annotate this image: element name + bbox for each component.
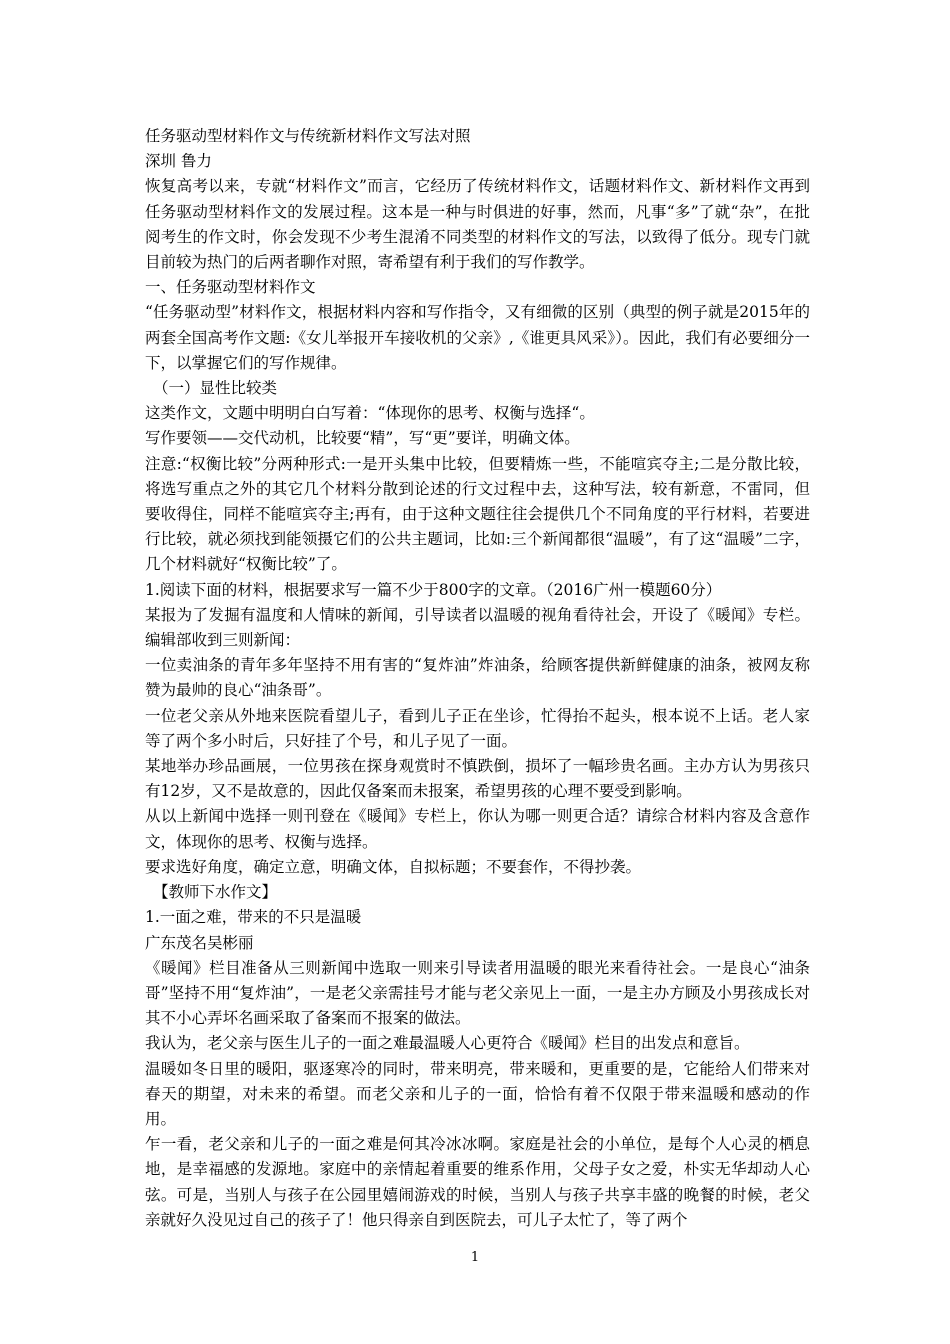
essay-title: 1.一面之难，带来的不只是温暖 [145, 908, 362, 927]
exercise-prompt: 1.阅读下面的材料，根据要求写一篇不少于800字的文章。（2016广州一模题60分） [145, 580, 722, 599]
paragraph: 这类作文，文题中明明白白写着：“体现你的思考、权衡与选择“。 [145, 404, 595, 423]
page-number: 1 [470, 1250, 480, 1265]
subsection-heading: （一）显性比较类 [153, 379, 278, 398]
paragraph: 从以上新闻中选择一则刊登在《暖闻》专栏上，你认为哪一则更合适？请综合材料内容及含意作文，体现你的思考、权衡与选择。 [145, 807, 810, 851]
paragraph: 温暖如冬日里的暖阳，驱逐寒冷的同时，带来明亮，带来暖和，更重要的是，它能给人们带来对春天的期望，对未来的希望。而老父亲和儿子的一面，恰恰有着不仅限于带来温暖和感动的作用。 [145, 1059, 810, 1128]
document-author: 深圳 鲁力 [145, 152, 212, 171]
paragraph: 某报为了发掘有温度和人情味的新闻，引导读者以温暖的视角看待社会，开设了《暖闻》专栏。编辑部收到三则新闻： [145, 605, 810, 650]
document-body [145, 124, 810, 1233]
news-item: 一位老父亲从外地来医院看望儿子，看到儿子正在坐诊，忙得抬不起头，根本说不上话。老人家等了两个多小时后，只好挂了个号，和儿子见了一面。 [145, 706, 810, 750]
paragraph: 我认为，老父亲与医生儿子的一面之难最温暖人心更符合《暖闻》栏目的出发点和意旨。 [145, 1034, 750, 1053]
essay-author: 广东茂名吴彬丽 [145, 933, 254, 952]
news-item: 一位卖油条的青年多年坚持不用有害的“复炸油”炸油条，给顾客提供新鲜健康的油条，被网友称赞为最帅的良心“油条哥”。 [145, 656, 810, 700]
paragraph: 注意:“权衡比较”分两种形式:一是开头集中比较，但要精炼一些，不能喧宾夺主;二是分散比较，将选写重点之外的其它几个材料分散到论述的行文过程中去，这种写法，较有新意，不雷同，但要收得住，同样不能喧宾夺主;再有，由于这种文题往往会提供几个不同角度的平行材料，若要进行比较，就必须找到能领摄它们的公共主题词，比如:三个新闻都很“温暖”，有了这“温暖”二字，几个材料就好“权衡比较”了。 [145, 454, 810, 574]
document-title: 任务驱动型材料作文与传统新材料作文写法对照 [145, 127, 471, 145]
paragraph: 乍一看，老父亲和儿子的一面之难是何其冷冰冰啊。家庭是社会的小单位，是每个人心灵的栖息地，是幸福感的发源地。家庭中的亲情起着重要的维系作用，父母子女之爱，朴实无华却动人心弦。可是，当别人与孩子在公园里嬉闹游戏的时候，当别人与孩子共享丰盛的晚餐的时候，老父亲就好久没见过自己的孩子了！他只得亲自到医院去，可儿子太忙了，等了两个 [145, 1135, 810, 1229]
paragraph: 写作要领——交代动机，比较要“精”，写“更”要详，明确文体。 [145, 429, 580, 448]
news-item: 某地举办珍品画展，一位男孩在探身观赏时不慎跌倒，损坏了一幅珍贵名画。主办方认为男孩只有12岁，又不是故意的，因此仅备案而未报案，希望男孩的心理不要受到影响。 [145, 757, 810, 801]
paragraph: “任务驱动型”材料作文，根据材料内容和写作指令，又有细微的区别（典型的例子就是2015年的两套全国高考作文题:《女儿举报开车接收机的父亲》,《谁更具风采》）。因此，我们有必要细分一下，以掌握它们的写作规律。 [145, 303, 810, 372]
section-heading: 一、任务驱动型材料作文 [145, 278, 316, 297]
paragraph: 《暖闻》栏目准备从三则新闻中选取一则来引导读者用温暖的眼光来看待社会。一是良心“油条哥”坚持不用“复炸油”，一是老父亲需挂号才能与老父亲见上一面，一是主办方顾及小男孩成长对其不小心弄坏名画采取了备案而不报案的做法。 [145, 958, 810, 1028]
teacher-essay-heading: 【教师下水作文】 [153, 883, 278, 902]
paragraph-intro: 恢复高考以来，专就“材料作文”而言，它经历了传统材料作文，话题材料作文、新材料作文再到任务驱动型材料作文的发展过程。这本是一种与时俱进的好事，然而，凡事“多”了就“杂”，在批阅考生的作文时，你会发现不少考生混淆不同类型的材料作文的写法，以致得了低分。现专门就目前较为热门的后两者聊作对照，寄希望有利于我们的写作教学。 [145, 177, 810, 272]
paragraph: 要求选好角度，确定立意，明确文体，自拟标题；不要套作，不得抄袭。 [145, 857, 642, 876]
